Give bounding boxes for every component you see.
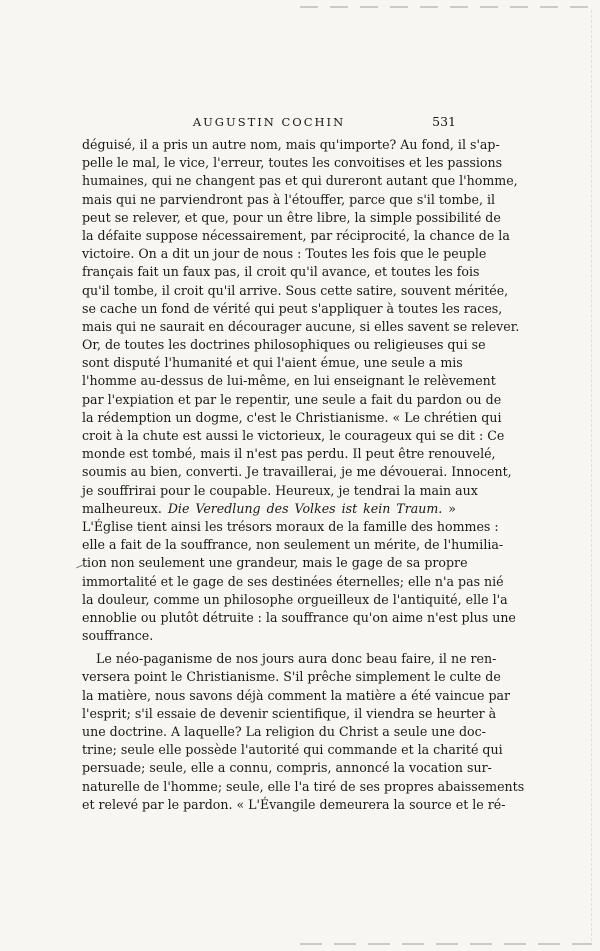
text-line: je souffrirai pour le coupable. Heureux, je tendrai la main aux — [82, 482, 478, 498]
text-line: mais qui ne parviendront pas à l'étouffer, parce que s'il tombe, il — [82, 191, 496, 207]
text-line: une doctrine. A laquelle? La religion du Christ a seule une doc- — [82, 724, 486, 739]
quote-close: » — [448, 500, 456, 516]
text-line: trine; seule elle possède l'autorité qui commande et la charité qui — [82, 742, 503, 758]
text-line: peut se relever, et que, pour un être libre, la simple possibilité de — [82, 209, 501, 225]
text-line: croit à la chute est aussi le victorieux, le courageux qui se dit : Ce — [82, 428, 505, 443]
page-header — [82, 113, 456, 133]
text-line: par l'expiation et par le repentir, une seule a fait du pardon ou de — [82, 391, 502, 407]
text-line: elle a fait de la souffrance, non seulement un mérite, de l'humilia- — [82, 537, 504, 553]
text-line: naturelle de l'homme; seule, elle l'a tiré de ses propres abaissements — [82, 778, 525, 794]
scan-edge-bottom — [300, 943, 592, 945]
text-line: monde est tombé, mais il n'est pas perdu. Il peut être renouvelé, — [82, 446, 496, 462]
text-line: mais qui ne saurait en décourager aucune, si elles savent se relever. — [82, 318, 520, 334]
text-line: soumis au bien, converti. Je travaillerai, je me dévouerai. Innocent, — [82, 464, 512, 480]
text-line: se cache un fond de vérité qui peut s'appliquer à toutes les races, — [82, 300, 503, 316]
text-line: humaines, qui ne changent pas et qui dureront autant que l'homme, — [82, 173, 518, 189]
text-line: immortalité et le gage de ses destinées éternelles; elle n'a pas nié — [82, 573, 504, 589]
text-line: Le néo-paganisme de nos jours aura donc beau faire, il ne ren- — [96, 651, 497, 667]
text-line: Or, de toutes les doctrines philosophiques ou religieuses qui se — [82, 337, 486, 353]
text-line: versera point le Christianisme. S'il prêche simplement le culte de — [82, 669, 501, 685]
paragraph-1 — [82, 136, 520, 645]
text-line: l'homme au-dessus de lui-même, en lui enseignant le relèvement — [82, 373, 496, 389]
text-line: victoire. On a dit un jour de nous : Toutes les fois que le peuple — [82, 246, 487, 262]
text-line: ennoblie ou plutôt détruite : la souffrance qu'on aime n'est plus une — [82, 609, 516, 625]
scan-edge-top — [300, 6, 592, 8]
text-line: et relevé par le pardon. « L'Évangile demeurera la source et le ré- — [82, 796, 506, 812]
text-line: tion non seulement une grandeur, mais le gage de sa propre — [82, 555, 468, 571]
german-quote: Die Veredlung des Volkes ist kein Traum. — [167, 500, 443, 516]
text-line: déguisé, il a pris un autre nom, mais qu'importe? Au fond, il s'ap- — [82, 137, 500, 152]
page-number: 531 — [432, 114, 456, 129]
text-line: l'esprit; s'il essaie de devenir scientifique, il viendra se heurter à — [82, 705, 497, 721]
text-line: pelle le mal, le vice, l'erreur, toutes les convoitises et les passions — [82, 155, 503, 171]
text-line: la défaite suppose nécessairement, par réciprocité, la chance de la — [82, 227, 510, 243]
text-line: souffrance. — [82, 628, 154, 644]
body-text — [82, 136, 525, 814]
text-line: persuade; seule, elle a connu, compris, annoncé la vocation sur- — [82, 760, 492, 776]
scan-edge-right — [591, 10, 592, 941]
text-line: L'Église tient ainsi les trésors moraux de la famille des hommes : — [82, 518, 499, 534]
running-title: AUGUSTIN COCHIN — [192, 115, 346, 129]
quote-line — [82, 500, 456, 518]
text-line: la rédemption un dogme, c'est le Christianisme. « Le chrétien qui — [82, 409, 502, 425]
text-line: français fait un faux pas, il croit qu'il avance, et toutes les fois — [82, 264, 480, 280]
text-line: la matière, nous savons déjà comment la matière a été vaincue par — [82, 687, 511, 703]
text-line: qu'il tombe, il croit qu'il arrive. Sous cette satire, souvent méritée, — [82, 282, 509, 298]
text-line: la douleur, comme un philosophe orgueilleux de l'antiquité, elle l'a — [82, 591, 508, 607]
paragraph-2 — [82, 650, 525, 814]
quote-prefix: malheureux. — [82, 500, 162, 516]
text-line: sont disputé l'humanité et qui l'aient émue, une seule a mis — [82, 355, 463, 371]
